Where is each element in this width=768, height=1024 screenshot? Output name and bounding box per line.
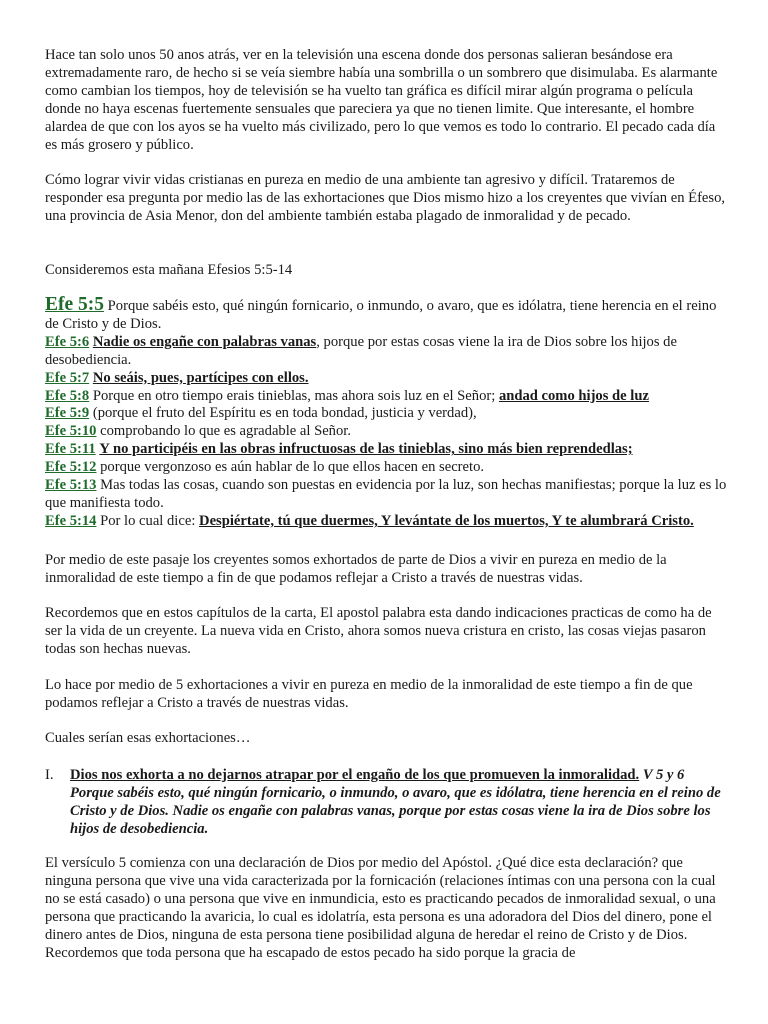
verse-emphasis: andad como hijos de luz	[498, 387, 649, 404]
scripture-passage	[45, 296, 730, 531]
outline-number: I.	[45, 767, 54, 783]
exhortations-paragraph: Lo hace por medio de 5 exhortaciones a vivir en pureza en medio de la inmoralidad de este tiempo a fin de que podamos reflejar a Cristo a través de nuestras vidas.	[45, 677, 693, 711]
verse-5-commentary: El versículo 5 comienza con una declaración de Dios por medio del Apóstol. ¿Qué dice esta declaración? que ninguna persona que vive una vida caracterizada por la fornicación (relaciones íntimas con una persona con la cual no se está casado) o una persona que vive en inmundicia, esto es practicando pecados de inmoralidad sexual, o una persona que practicando la avaricia, lo cual es idolatría, esta persona es una adoradora del Dios del dinero, pone el dinero antes de Dios, ninguna de esta persona tiene posibilidad alguna de heredar el reino de Cristo y de Dios. Recordemos que toda persona que ha escapado de estos pecado ha sido porque la gracia de	[45, 855, 716, 961]
verse-reference-link[interactable]: Efe 5:12	[45, 459, 97, 476]
verse-text: Por lo cual dice:	[96, 512, 200, 529]
verse-5-5	[45, 296, 730, 334]
verse-text: comprobando lo que es agradable al Señor.	[96, 423, 351, 440]
verse-5-14	[45, 513, 730, 531]
outline-point-body	[70, 767, 730, 839]
verse-reference-link[interactable]: Efe 5:7	[45, 369, 90, 386]
verse-reference-link[interactable]: Efe 5:10	[45, 423, 97, 440]
intro-paragraph: Hace tan solo unos 50 anos atrás, ver en la televisión una escena donde dos personas salieran besándose era extremadamente raro, de hecho si se veía siembre había una sombrilla o un sombrero que disimulaba. Es alarmante como cambian los tiempos, hoy de televisión se ha vuelto tan gráfica es difícil mirar algún programa o película donde no haya escenas fuertemente sensuales que pareciera ya que no tienen limite. Que interesante, el hombre alardea de que con los ayos se ha vuelto más civilizado, pero lo que vemos es todo lo contrario. El pecado cada día es más grosero y público.	[45, 47, 718, 153]
verse-5-11	[45, 441, 730, 459]
verse-5-6	[45, 334, 730, 370]
exhortations-question: Cuales serían esas exhortaciones…	[45, 730, 251, 746]
verse-5-9	[45, 405, 730, 423]
context-paragraph: Recordemos que en estos capítulos de la carta, El apostol palabra esta dando indicaciones practicas de como ha de ser la vida de un creyente. La nueva vida en Cristo, ahora somos nueva cristura en cristo, las cosas viejas pasaron todas son hechas nuevas.	[45, 605, 712, 657]
verse-emphasis: No seáis, pues, partícipes con ellos.	[92, 369, 309, 386]
verse-reference-link[interactable]: Efe 5:5	[45, 294, 105, 315]
verse-reference-link[interactable]: Efe 5:9	[45, 405, 90, 422]
verse-5-10	[45, 423, 730, 441]
verse-5-8	[45, 388, 730, 406]
verse-reference-link[interactable]: Efe 5:14	[45, 512, 97, 529]
verse-reference-link[interactable]: Efe 5:13	[45, 477, 97, 494]
verse-text: (porque el fruto del Espíritu es en toda bondad, justicia y verdad),	[89, 405, 477, 422]
verse-5-7	[45, 370, 730, 388]
outline-point-verses: V 5 y 6 Porque sabéis esto, qué ningún fornicario, o inmundo, o avaro, que es idólatra, tiene herencia en el reino de Cristo y de Dios. Nadie os engañe con palabras vanas, porque por estas cosas viene la ira de Dios sobre los hijos de desobediencia.	[70, 767, 721, 837]
verse-5-12	[45, 459, 730, 477]
outline-point-title: Dios nos exhorta a no dejarnos atrapar por el engaño de los que promueven la inmoralidad.	[70, 767, 640, 783]
verse-text: Mas todas las cosas, cuando son puestas en evidencia por la luz, son hechas manifiestas; porque la luz es lo que manifiesta todo.	[45, 477, 727, 511]
question-paragraph: Cómo lograr vivir vidas cristianas en pureza en medio de una ambiente tan agresivo y difícil. Trataremos de responder esa pregunta por medio las de las exhortaciones que Dios mismo hizo a los creyentes que vivían en Éfeso, una provincia de Asia Menor, don del ambiente también estaba plagado de inmoralidad y de pecado.	[45, 172, 726, 224]
scripture-intro: Consideremos esta mañana Efesios 5:5-14	[45, 262, 293, 278]
verse-text-after: , porque por estas cosas viene la ira de Dios sobre los hijos de desobediencia.	[45, 333, 677, 368]
verse-reference-link[interactable]: Efe 5:6	[45, 333, 90, 350]
verse-reference-link[interactable]: Efe 5:11	[45, 441, 96, 458]
verse-text: Porque sabéis esto, qué ningún fornicario, o inmundo, o avaro, que es idólatra, tiene herencia en el reino de Cristo y de Dios.	[45, 298, 717, 332]
verse-reference-link[interactable]: Efe 5:8	[45, 387, 90, 404]
verse-5-13	[45, 477, 730, 513]
verse-emphasis: Y no participéis en las obras infructuosas de las tinieblas, sino más bien reprendedlas;	[99, 441, 633, 458]
verse-text: porque vergonzoso es aún hablar de lo que ellos hacen en secreto.	[96, 459, 485, 476]
verse-text: Porque en otro tiempo erais tinieblas, mas ahora sois luz en el Señor;	[89, 387, 499, 404]
verse-emphasis: Despiértate, tú que duermes, Y levántate de los muertos, Y te alumbrará Cristo.	[199, 512, 694, 529]
passage-summary-paragraph: Por medio de este pasaje los creyentes somos exhortados de parte de Dios a vivir en pureza en medio de la inmoralidad de este tiempo a fin de que podamos reflejar a Cristo a través de nuestras vidas.	[45, 552, 667, 586]
verse-emphasis: Nadie os engañe con palabras vanas	[92, 333, 317, 350]
outline-point-1	[45, 767, 730, 839]
